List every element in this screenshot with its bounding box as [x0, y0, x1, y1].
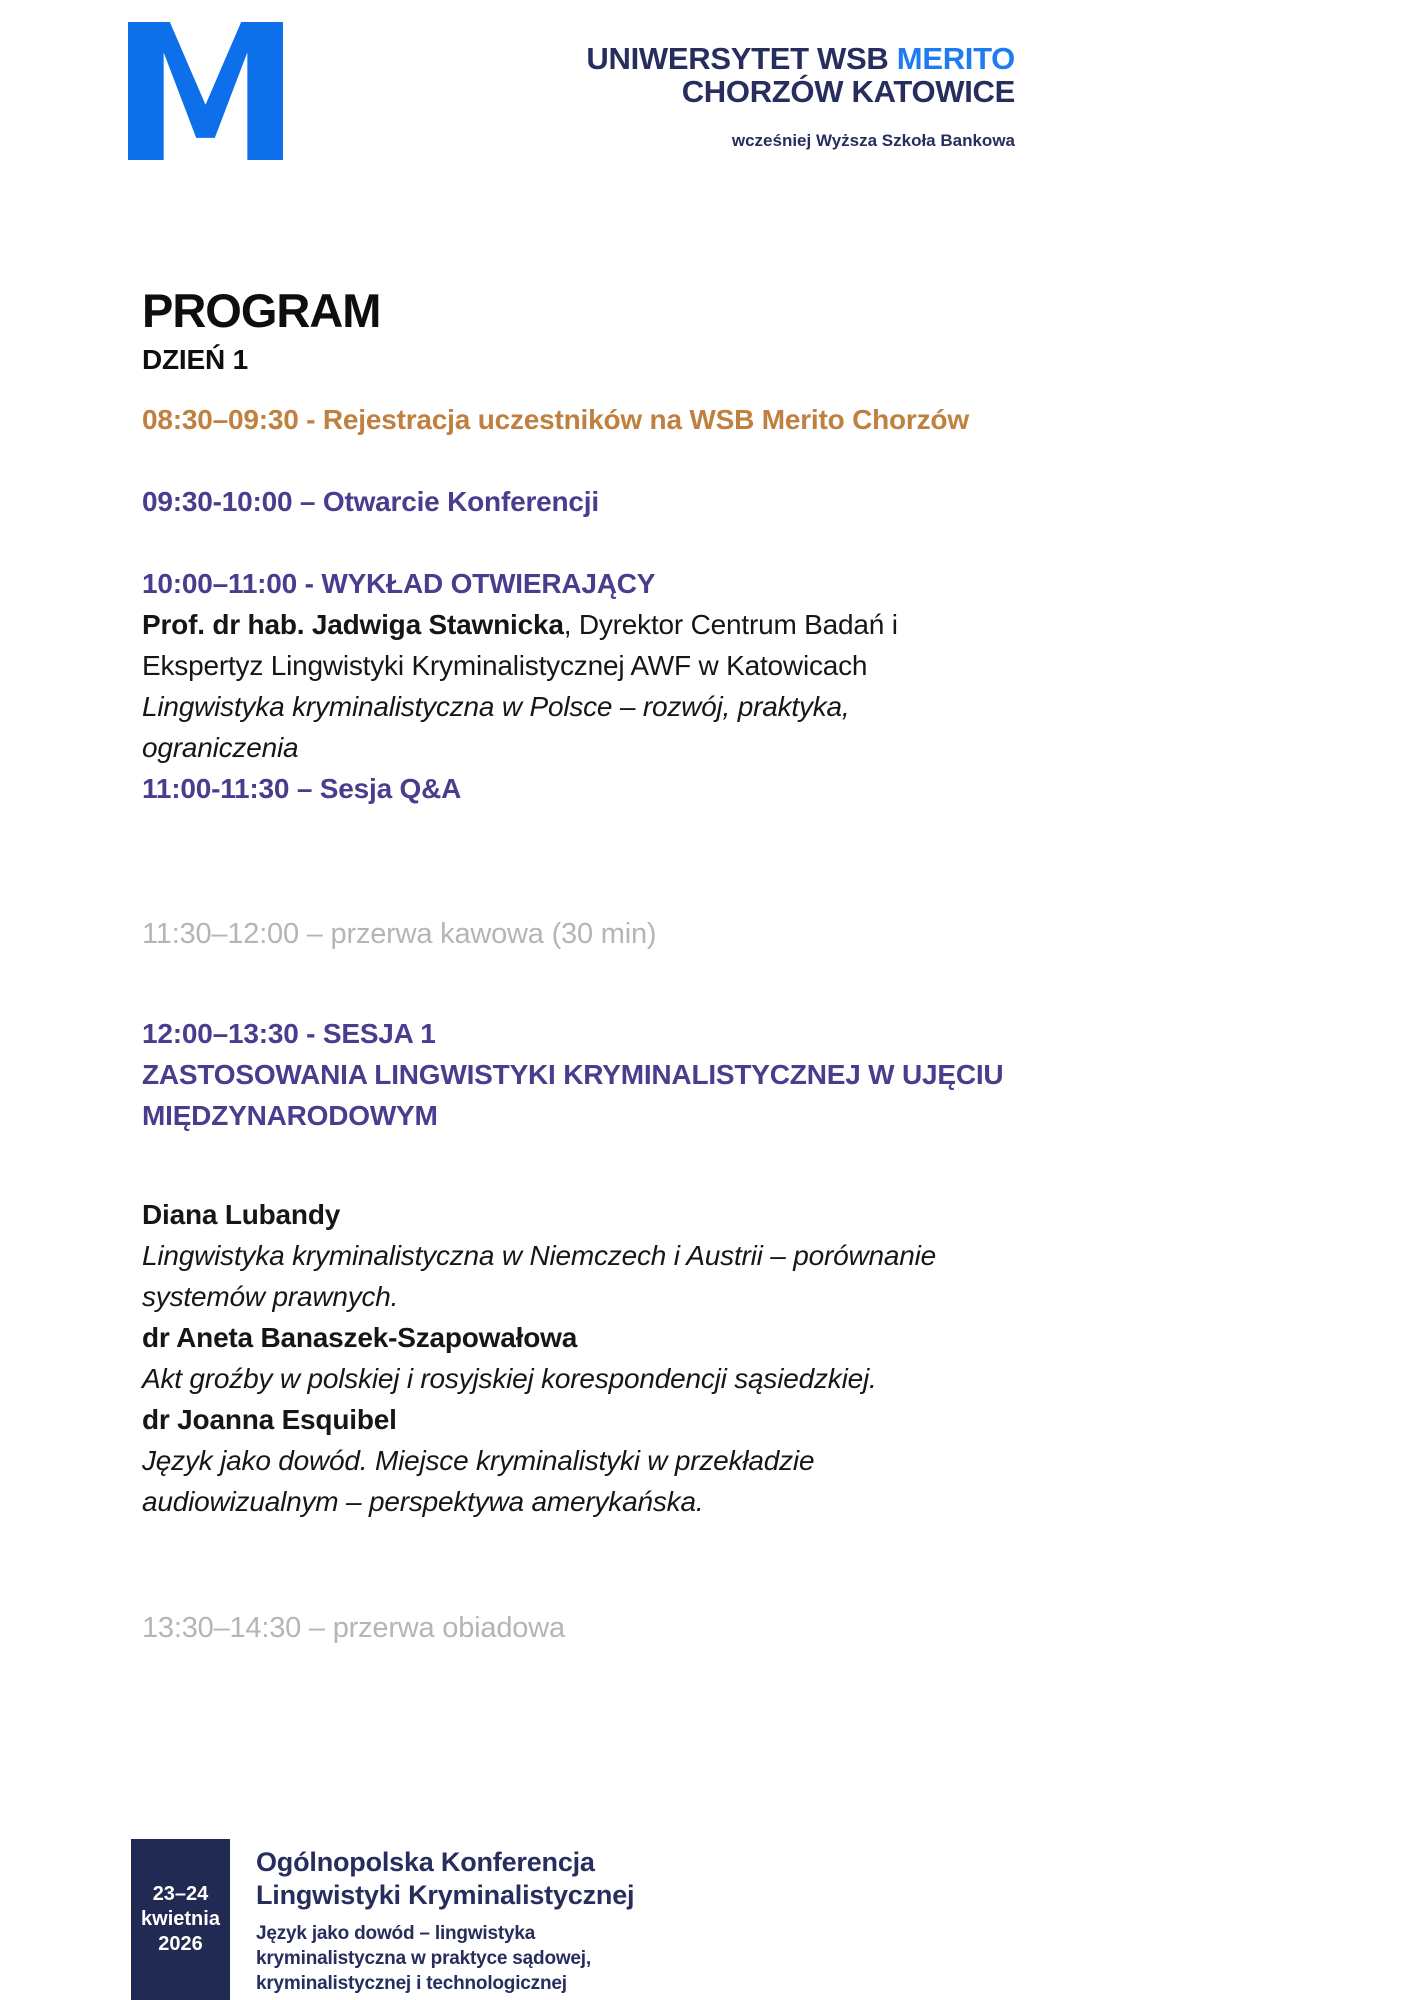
- footer-conference-subtitle-line: kryminalistyczna w praktyce sądowej,: [256, 1948, 591, 1969]
- header-title: [586, 42, 1015, 151]
- program-line: [142, 481, 1322, 522]
- program-line-segment: Lingwistyka kryminalistyczna w Niemczech i Austrii – porównanie: [142, 1240, 936, 1271]
- program-line-segment: dr Joanna Esquibel: [142, 1404, 397, 1435]
- program-line: [142, 399, 1322, 440]
- header-title-line1: [586, 42, 1015, 75]
- program-line-segment: 10:00–11:00 - WYKŁAD OTWIERAJĄCY: [142, 568, 656, 599]
- footer-conference-subtitle-line: kryminalistycznej i technologicznej: [256, 1973, 567, 1994]
- footer-date-line: 2026: [158, 1933, 203, 1955]
- program-section: [142, 283, 1322, 1649]
- program-line-segment: Diana Lubandy: [142, 1199, 341, 1230]
- program-line-segment: systemów prawnych.: [142, 1281, 399, 1312]
- program-line: [142, 1358, 1322, 1399]
- program-line-segment: Ekspertyz Lingwistyki Kryminalistycznej AWF w Katowicach: [142, 650, 868, 681]
- footer-conference-title: [256, 1846, 634, 1912]
- header-title-dark-text: UNIWERSYTET WSB: [586, 41, 897, 76]
- program-line-segment: audiowizualnym – perspektywa amerykańska.: [142, 1486, 704, 1517]
- program-line-segment: 11:00-11:30 – Sesja Q&A: [142, 773, 462, 804]
- program-line-segment: 12:00–13:30 - SESJA 1: [142, 1018, 436, 1049]
- footer-date-box: [131, 1839, 230, 2000]
- header-title-accent-text: MERITO: [896, 41, 1015, 76]
- program-line-segment: , Dyrektor Centrum Badań i: [563, 609, 898, 640]
- header-tagline: wcześniej Wyższa Szkoła Bankowa: [731, 131, 1015, 150]
- program-lines: [142, 399, 1322, 1649]
- footer-conference-info: [256, 1846, 634, 1996]
- university-m-logo-icon: [128, 22, 283, 160]
- program-line: [142, 645, 1322, 686]
- program-line-segment: Lingwistyka kryminalistyczna w Polsce – rozwój, praktyka,: [142, 691, 850, 722]
- program-line: [142, 563, 1322, 604]
- program-line-segment: MIĘDZYNARODOWYM: [142, 1100, 438, 1131]
- program-line-segment: 11:30–12:00 – przerwa kawowa (30 min): [142, 918, 657, 950]
- program-day-heading: DZIEŃ 1: [142, 344, 248, 375]
- program-line: [142, 1013, 1322, 1054]
- program-line: [142, 1481, 1322, 1522]
- program-line-segment: Akt groźby w polskiej i rosyjskiej korespondencji sąsiedzkiej.: [142, 1363, 877, 1394]
- program-line: [142, 913, 1322, 955]
- program-line-segment: 13:30–14:30 – przerwa obiadowa: [142, 1612, 565, 1644]
- program-line: [142, 768, 1322, 809]
- program-line: [142, 1276, 1322, 1317]
- program-line: [142, 727, 1322, 768]
- header-title-line2: CHORZÓW KATOWICE: [681, 74, 1015, 109]
- footer-date-line: 23–24: [152, 1883, 209, 1905]
- program-line: [142, 604, 1322, 645]
- program-line: [142, 1194, 1322, 1235]
- footer-date-line: kwietnia: [141, 1908, 220, 1930]
- program-line-segment: 08:30–09:30 - Rejestracja uczestników na WSB Merito Chorzów: [142, 404, 969, 435]
- program-line-segment: 09:30-10:00 – Otwarcie Konferencji: [142, 486, 599, 517]
- program-line-segment: ograniczenia: [142, 732, 299, 763]
- program-line: [142, 1440, 1322, 1481]
- program-line-segment: Prof. dr hab. Jadwiga Stawnicka: [142, 609, 564, 640]
- footer-conference-title-line: Ogólnopolska Konferencja: [256, 1847, 595, 1877]
- program-line: [142, 1235, 1322, 1276]
- footer-conference-subtitle: [256, 1921, 634, 1996]
- program-line: [142, 1607, 1322, 1649]
- footer-conference-title-line: Lingwistyki Kryminalistycznej: [256, 1880, 635, 1910]
- footer-conference-subtitle-line: Język jako dowód – lingwistyka: [256, 1923, 536, 1944]
- program-line-segment: ZASTOSOWANIA LINGWISTYKI KRYMINALISTYCZNEJ W UJĘCIU: [142, 1059, 1004, 1090]
- program-line: [142, 1317, 1322, 1358]
- program-line-segment: Język jako dowód. Miejsce kryminalistyki w przekładzie: [142, 1445, 815, 1476]
- program-line: [142, 1095, 1322, 1136]
- program-title: PROGRAM: [142, 284, 381, 337]
- program-line-segment: dr Aneta Banaszek-Szapowałowa: [142, 1322, 578, 1353]
- program-line: [142, 1399, 1322, 1440]
- program-line: [142, 686, 1322, 727]
- program-line: [142, 1054, 1322, 1095]
